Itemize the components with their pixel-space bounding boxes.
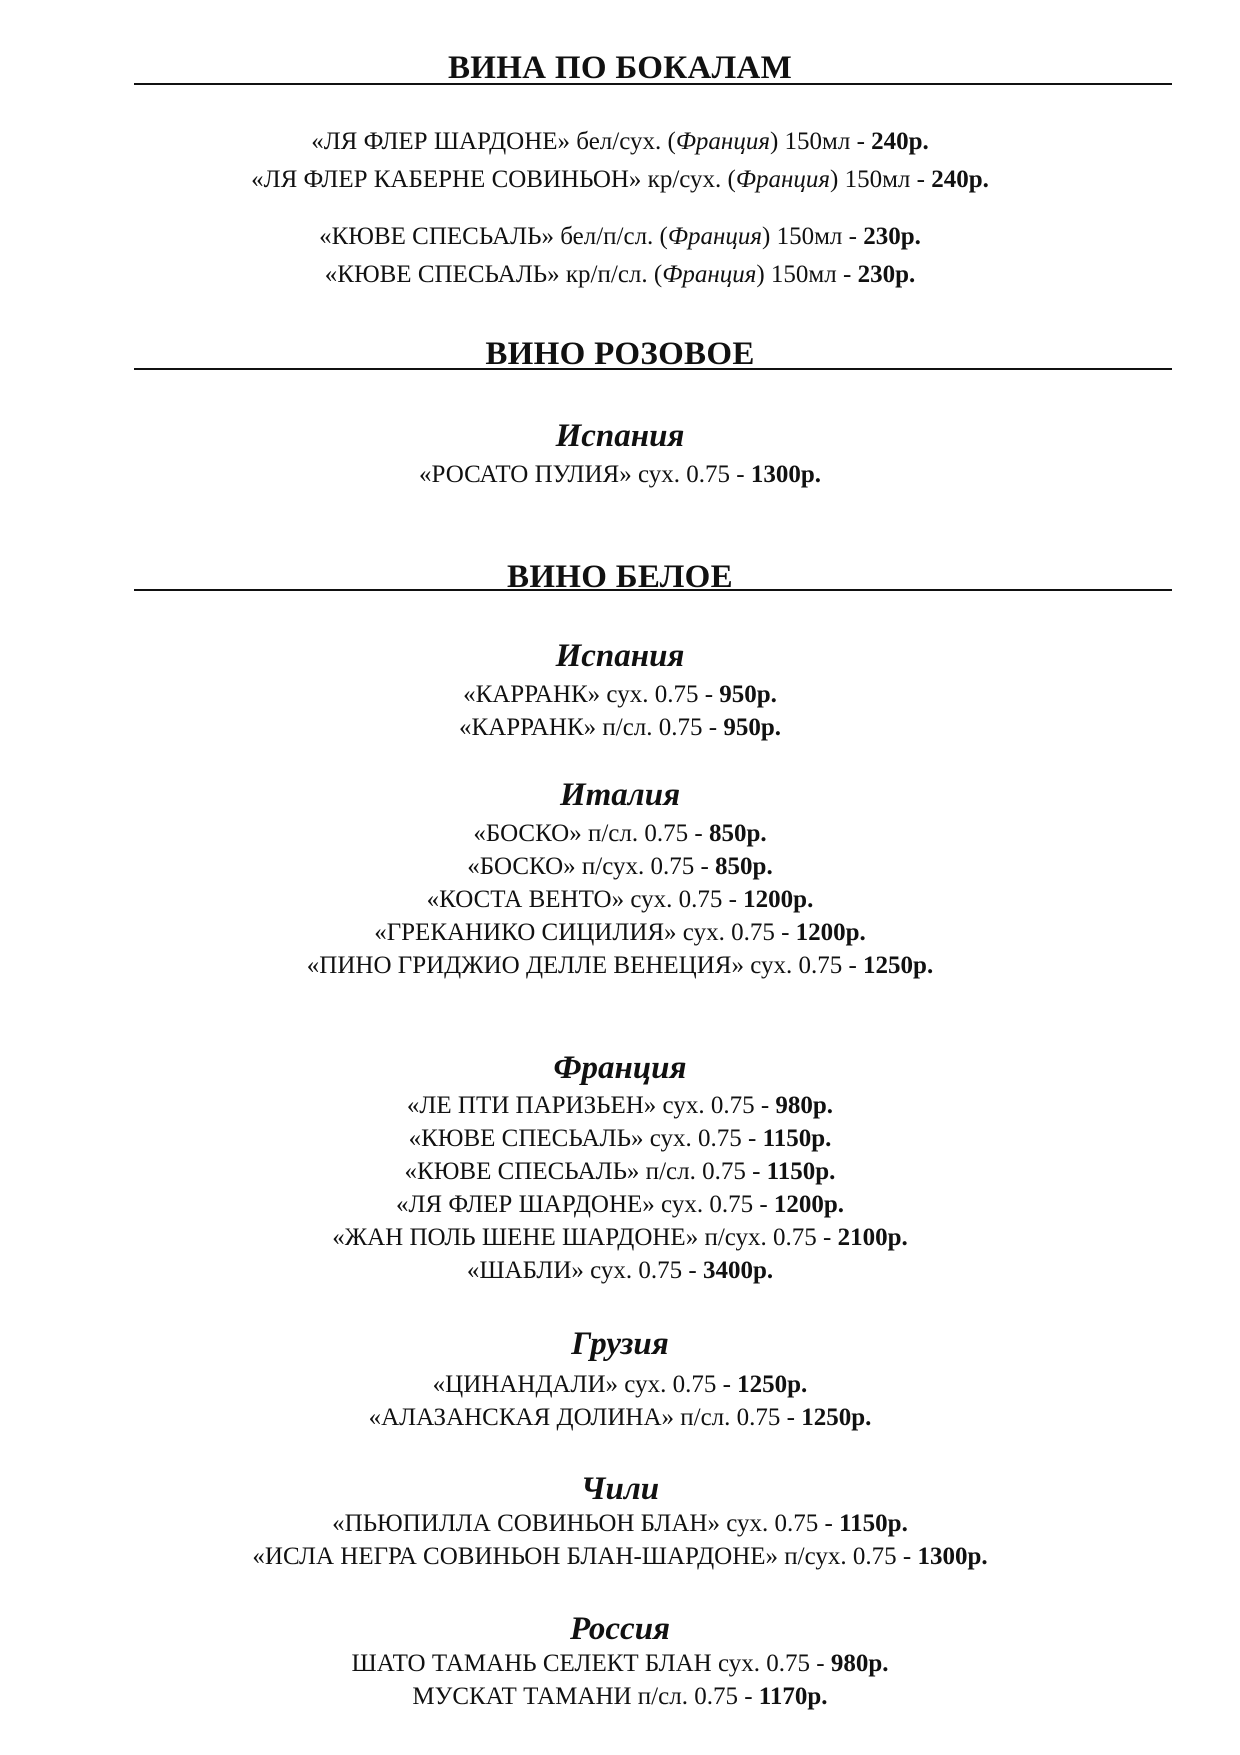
wine-item: «ЛЯ ФЛЕР КАБЕРНЕ СОВИНЬОН» кр/сух. (Франция) 150мл - 240р. [251,166,989,193]
price: 1250р. [737,1371,808,1398]
wine-item: «КЮВЕ СПЕСЬАЛЬ» п/сл. 0.75 - 1150р. [404,1158,836,1185]
country-heading: Италия [559,777,681,813]
price: 230р. [863,223,921,250]
country-heading: Испания [555,418,685,454]
wine-item: «ИСЛА НЕГРА СОВИНЬОН БЛАН-ШАРДОНЕ» п/сух. 0.75 - 1300р. [252,1543,988,1570]
wine-item: «КЮВЕ СПЕСЬАЛЬ» сух. 0.75 - 1150р. [408,1125,832,1152]
price: 980р. [775,1092,834,1119]
wine-item: «АЛАЗАНСКАЯ ДОЛИНА» п/сл. 0.75 - 1250р. [368,1404,872,1431]
wine-item: «ЖАН ПОЛЬ ШЕНЕ ШАРДОНЕ» п/сух. 0.75 - 2100р. [332,1224,908,1251]
wine-item: «РОСАТО ПУЛИЯ» сух. 0.75 - 1300р. [419,461,821,488]
wine-item: «БОСКО» п/сл. 0.75 - 850р. [473,820,767,847]
price: 1150р. [766,1158,836,1185]
price: 1300р. [750,461,821,488]
wine-item: ШАТО ТАМАНЬ СЕЛЕКТ БЛАН сух. 0.75 - 980р. [351,1650,889,1677]
wine-item: «ПИНО ГРИДЖИО ДЕЛЛЕ ВЕНЕЦИЯ» сух. 0.75 - 1250р. [306,952,934,979]
price: 240р. [871,128,929,155]
price: 1250р. [863,952,934,979]
price: 850р. [708,820,767,847]
wine-item: «КОСТА ВЕНТО» сух. 0.75 - 1200р. [426,886,814,913]
wine-item: «БОСКО» п/сух. 0.75 - 850р. [467,853,773,880]
price: 2100р. [837,1224,908,1251]
price: 1150р. [839,1510,908,1537]
price: 230р. [857,261,916,288]
price: 1300р. [917,1543,988,1570]
country-heading: Грузия [571,1326,669,1362]
country-heading: Испания [555,638,685,674]
price: 850р. [715,853,773,880]
country-heading: Франция [553,1050,687,1086]
wine-item: «КАРРАНК» сух. 0.75 - 950р. [463,681,777,708]
wine-item: «ЛЯ ФЛЕР ШАРДОНЕ» сух. 0.75 - 1200р. [395,1191,845,1218]
wine-item: «КАРРАНК» п/сл. 0.75 - 950р. [459,714,781,741]
wine-item: «ЛЯ ФЛЕР ШАРДОНЕ» бел/сух. (Франция) 150мл - 240р. [311,128,929,155]
price: 240р. [931,166,989,193]
section-divider [134,368,1172,370]
wine-item: «ЦИНАНДАЛИ» сух. 0.75 - 1250р. [432,1371,808,1398]
price: 1200р. [743,886,814,913]
section-divider [134,83,1172,85]
price: 950р. [719,681,777,708]
price: 980р. [830,1650,889,1677]
section-title-rose: ВИНО РОЗОВОЕ [485,336,755,372]
price: 950р. [723,714,781,741]
price: 3400р. [702,1257,774,1284]
country-heading: Чили [580,1471,660,1507]
price: 1170р. [758,1683,828,1710]
wine-item: «ГРЕКАНИКО СИЦИЛИЯ» сух. 0.75 - 1200р. [374,919,866,946]
wine-item: МУСКАТ ТАМАНИ п/сл. 0.75 - 1170р. [412,1683,828,1710]
section-title-white: ВИНО БЕЛОЕ [507,559,733,595]
section-divider [134,589,1172,591]
price: 1200р. [773,1191,845,1218]
section-title-by-glass: ВИНА ПО БОКАЛАМ [447,50,793,86]
wine-item: «ПЬЮПИЛЛА СОВИНЬОН БЛАН» сух. 0.75 - 1150р. [332,1510,908,1537]
wine-item: «КЮВЕ СПЕСЬАЛЬ» кр/п/сл. (Франция) 150мл - 230р. [324,261,916,288]
price: 1200р. [795,919,866,946]
wine-item: «КЮВЕ СПЕСЬАЛЬ» бел/п/сл. (Франция) 150мл - 230р. [319,223,921,250]
country-heading: Россия [569,1611,671,1647]
price: 1250р. [801,1404,872,1431]
price: 1150р. [762,1125,832,1152]
wine-item: «ЛЕ ПТИ ПАРИЗЬЕН» сух. 0.75 - 980р. [406,1092,834,1119]
wine-item: «ШАБЛИ» сух. 0.75 - 3400р. [466,1257,774,1284]
